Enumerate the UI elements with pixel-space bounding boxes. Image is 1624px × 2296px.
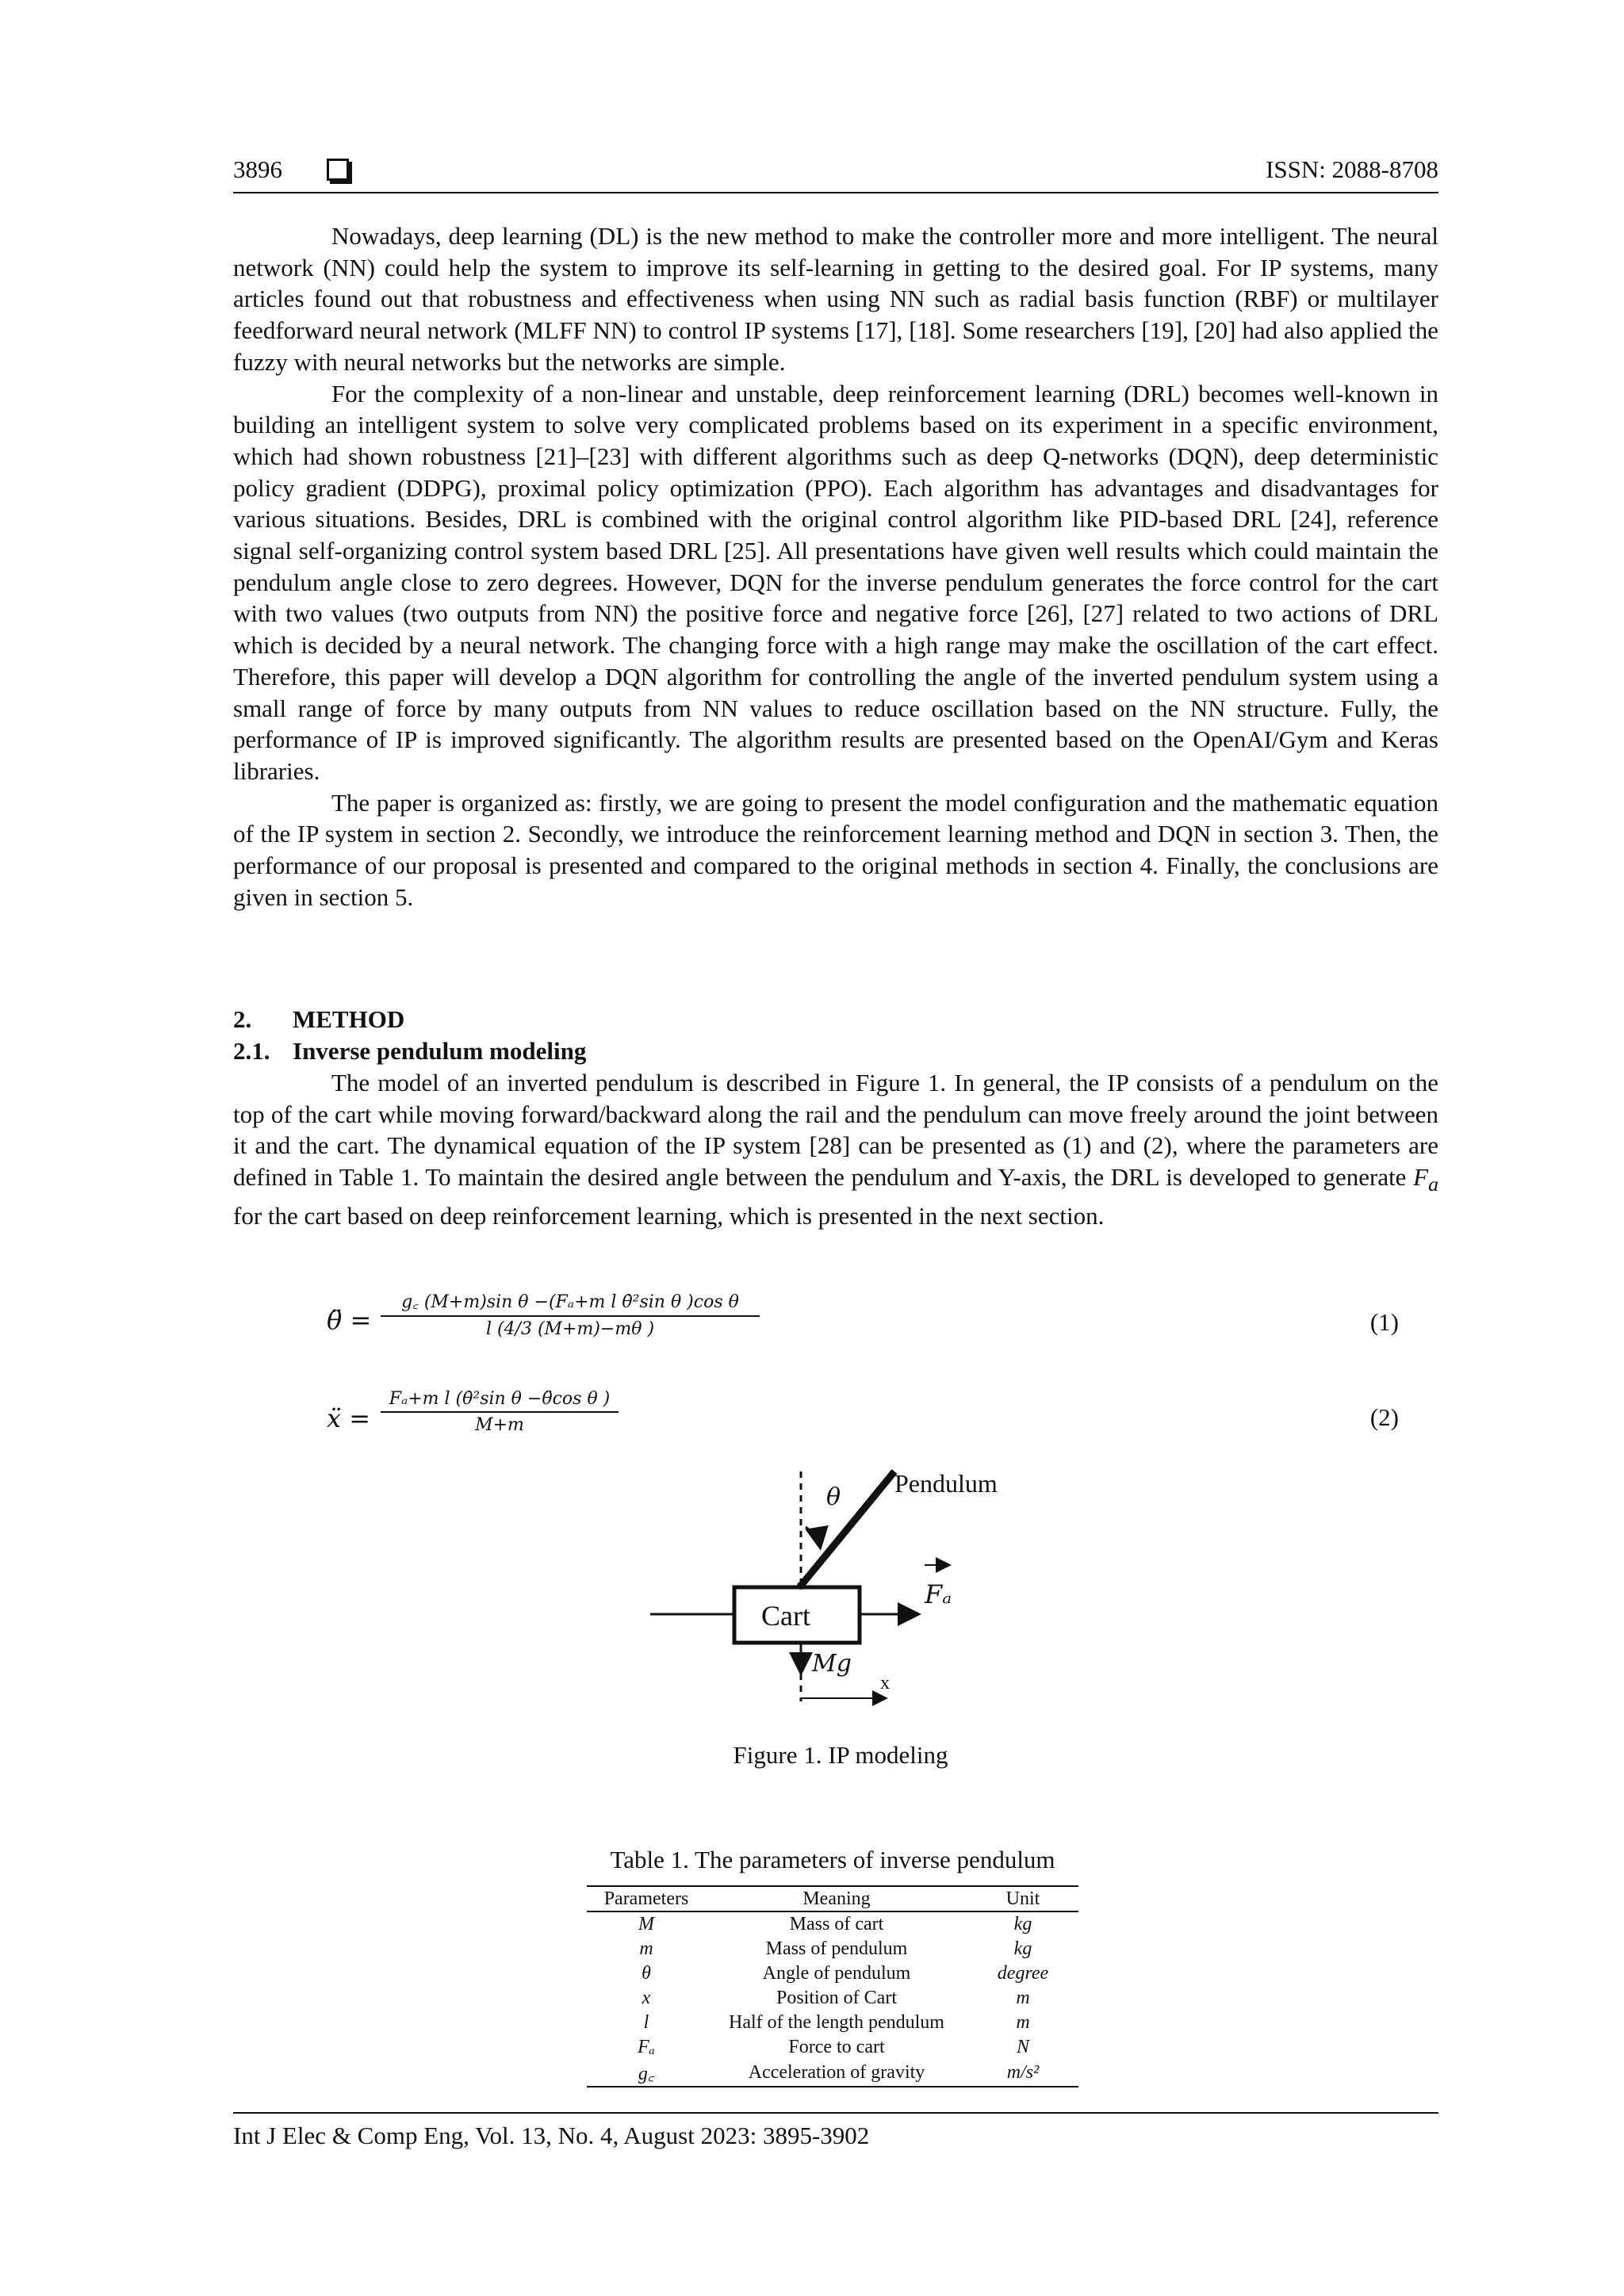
table-cell: N: [1016, 2037, 1029, 2057]
table-cell: m: [639, 1938, 653, 1959]
table-cell: kg: [1013, 1938, 1032, 1959]
subsection-heading: [233, 1035, 586, 1067]
x-axis-label: x: [880, 1673, 890, 1693]
paragraph: The paper is organized as: firstly, we are going to present the model configuration and the mathematic equation of the IP system in section 2. Secondly, we introduce the reinforcement learning method and DQN in section 3. Then, the performance of our proposal is presented and compared to the original methods in section 4. Finally, the conclusions are given in section 5.: [233, 788, 1438, 911]
table-cell: Mass of cart: [789, 1914, 884, 1934]
equation-denominator: M+m: [475, 1415, 524, 1435]
page-header: [233, 155, 1438, 193]
table-cell: Angle of pendulum: [762, 1963, 911, 1984]
header-rule: [233, 192, 1438, 193]
table-header-row: [587, 1886, 1078, 1911]
paragraph: [233, 1067, 1438, 1232]
equation-fraction: [381, 1389, 619, 1435]
table-row: [587, 2035, 1078, 2060]
equation-denominator: l (4/3 (M+m)−mθ ): [485, 1319, 655, 1339]
table-row: [587, 1911, 1078, 1937]
section-heading: [233, 1004, 404, 1035]
subsection-number: 2.1.: [233, 1037, 270, 1065]
method-text: [233, 1067, 1438, 1232]
force-symbol: $F_a$: [1413, 1163, 1438, 1196]
table-row: [587, 2011, 1078, 2035]
table-row: [587, 1961, 1078, 1986]
page-number: 3896: [233, 155, 282, 183]
table-row: [587, 2060, 1078, 2087]
page-footer: Int J Elec & Comp Eng, Vol. 13, No. 4, August 2023: 3895-3902: [233, 2122, 870, 2149]
force-label: Fₐ: [925, 1579, 952, 1609]
table-row: [587, 1937, 1078, 1961]
ip-model-figure: [642, 1464, 1039, 1725]
weight-label: Mg: [812, 1650, 852, 1678]
table-cell: M: [638, 1914, 654, 1934]
table-cell: Mass of pendulum: [765, 1938, 908, 1959]
table-cell: x: [642, 1988, 651, 2008]
table-caption: Table 1. The parameters of inverse pendulum: [610, 1846, 1055, 1873]
section-title: METHOD: [293, 1005, 405, 1033]
table-cell: m: [1016, 1988, 1030, 2008]
paragraph: Nowadays, deep learning (DL) is the new method to make the controller more and more intelligent. The neural network (NN) could help the system to improve its self-learning in getting to the desired goal. For IP systems, many articles found out that robustness and effectiveness when using NN such as radial basis function (RBF) or multilayer feedforward neural network (MLFF NN) to control IP systems [17], [18]. Some researchers [19], [20] had also applied the fuzzy with neural networks but the networks are simple.: [233, 222, 1438, 376]
column-header: Parameters: [587, 1886, 706, 1911]
parameters-table: [587, 1885, 1078, 2087]
pivot-joint: [797, 1582, 805, 1590]
table-cell: Acceleration of gravity: [706, 2060, 967, 2087]
table-cell: m: [1016, 2012, 1030, 2033]
checkbox-square-icon: [327, 159, 349, 181]
intro-text: [233, 220, 1438, 913]
table-cell: Fₐ: [638, 2037, 655, 2057]
theta-arc: [806, 1527, 820, 1546]
table-cell: degree: [997, 1963, 1049, 1984]
issn-label: ISSN: 2088-8708: [1266, 155, 1438, 183]
theta-label: θ: [826, 1483, 841, 1511]
column-header: Meaning: [706, 1886, 967, 1911]
equation-2: [233, 1386, 1438, 1457]
paragraph: For the complexity of a non-linear and unstable, deep reinforcement learning (DRL) becomes well-known in building an intelligent system to solve very complicated problems based on its experiment in a specific environment, which had shown robustness [21]–[23] with different algorithms such as deep Q-networks (DQN), deep deterministic policy gradient (DDPG), proximal policy optimization (PPO). Each algorithm has advantages and disadvantages for various situations. Besides, DRL is combined with the original control algorithm like PID-based DRL [24], reference signal self-organizing control system based DRL [25]. All presentations have given well results which could maintain the pendulum angle close to zero degrees. However, DQN for the inverse pendulum generates the force control for the cart with two values (two outputs from NN) the positive force and negative force [26], [27] related to two actions of DRL which is decided by a neural network. The changing force with a high range may make the oscillation of the cart effect. Therefore, this paper will develop a DQN algorithm for controlling the angle of the inverted pendulum system using a small range of force by many outputs from NN values to reduce oscillation based on the NN structure. Fully, the performance of IP is improved significantly. The algorithm results are presented based on the OpenAI/Gym and Keras libraries.: [233, 379, 1438, 785]
method-text-part1: The model of an inverted pendulum is described in Figure 1. In general, the IP consists of a pendulum on the top of the cart while moving forward/backward along the rail and the pendulum can move freely around the joint between it and the cart. The dynamical equation of the IP system [28] can be presented as (1) and (2), where the parameters are defined in Table 1. To maintain the desired angle between the pendulum and Y-axis, the DRL is developed to generate: [233, 1069, 1438, 1192]
table-cell: θ: [642, 1963, 651, 1984]
equation-number: (2): [1369, 1403, 1399, 1431]
equation-number: (1): [1369, 1308, 1399, 1336]
table-row: [587, 1986, 1078, 2011]
table-cell: Half of the length pendulum: [729, 2012, 944, 2033]
table-cell: g꜀: [587, 2060, 706, 2087]
table-cell: l: [643, 2012, 649, 2033]
subsection-title: Inverse pendulum modeling: [293, 1037, 587, 1065]
table-cell: kg: [1013, 1914, 1032, 1934]
equation-1: [233, 1284, 1438, 1372]
footer-rule: [233, 2112, 1438, 2114]
method-text-part2: for the cart based on deep reinforcement learning, which is presented in the next section.: [233, 1202, 1105, 1230]
equation-numerator: g꜀ (M+m)sin θ −(Fₐ+m l θ̇²sin θ )cos θ: [401, 1292, 739, 1312]
table-cell: Force to cart: [788, 2037, 885, 2057]
equation-lhs: ẍ =: [327, 1403, 371, 1433]
table-cell: Position of Cart: [776, 1988, 897, 2008]
section-number: 2.: [233, 1005, 252, 1033]
column-header: Unit: [967, 1886, 1078, 1911]
pendulum-rod: [801, 1471, 894, 1586]
equation-numerator: Fₐ+m l (θ̇²sin θ −θ̈cos θ ): [389, 1389, 611, 1409]
equation-fraction: [381, 1289, 760, 1339]
table-cell: m/s²: [967, 2060, 1078, 2087]
cart-label: Cart: [761, 1600, 810, 1632]
equation-lhs: θ̈ =: [327, 1305, 372, 1335]
figure-caption: Figure 1. IP modeling: [733, 1741, 948, 1769]
pendulum-label: Pendulum: [894, 1469, 998, 1498]
